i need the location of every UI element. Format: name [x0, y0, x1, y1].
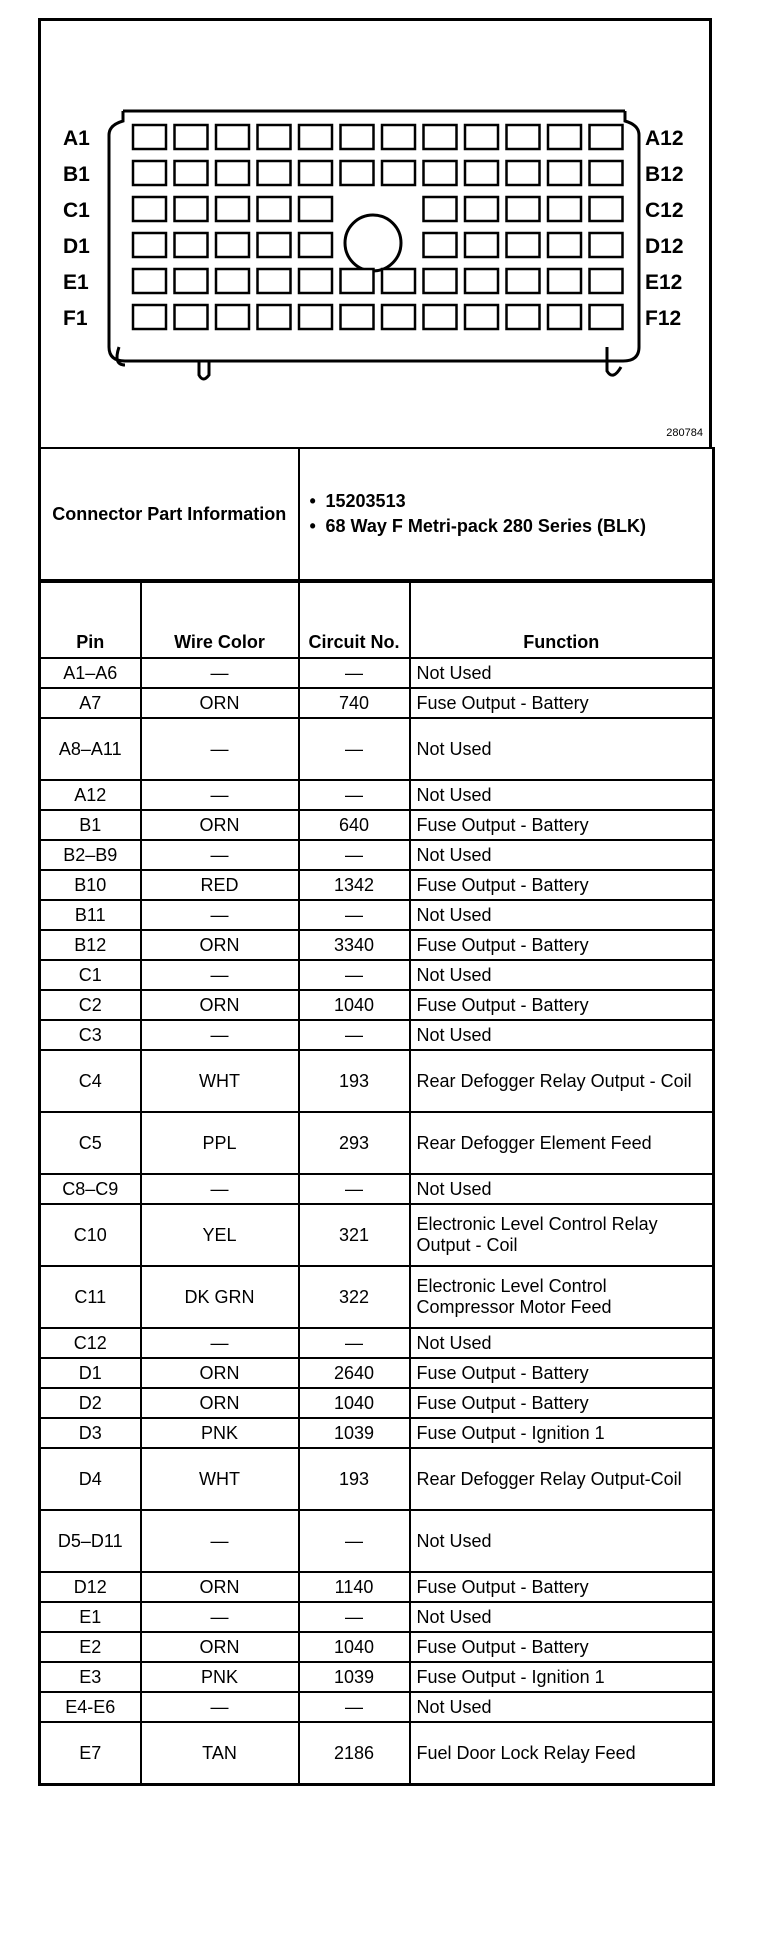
- terminal-cavity: [590, 269, 623, 293]
- terminal-cavity: [175, 305, 208, 329]
- terminal-cavity: [175, 197, 208, 221]
- terminal-cavity: [133, 197, 166, 221]
- terminal-cavity: [465, 233, 498, 257]
- cell-circuit-no: —: [299, 780, 410, 810]
- cell-wire-color: PPL: [141, 1112, 299, 1174]
- terminal-cavity: [216, 269, 249, 293]
- terminal-cavity: [258, 233, 291, 257]
- cell-function: Fuse Output - Ignition 1: [410, 1662, 714, 1692]
- terminal-cavity: [175, 161, 208, 185]
- terminal-cavity: [382, 125, 415, 149]
- terminal-cavity: [299, 233, 332, 257]
- cell-function: Not Used: [410, 780, 714, 810]
- terminal-cavity: [216, 197, 249, 221]
- terminal-cavity: [507, 269, 540, 293]
- part-info-label: Connector Part Information: [40, 448, 299, 580]
- cell-pin: E1: [40, 1602, 141, 1632]
- terminal-cavity: [424, 233, 457, 257]
- cell-wire-color: —: [141, 900, 299, 930]
- cell-wire-color: ORN: [141, 688, 299, 718]
- cell-function: Fuse Output - Battery: [410, 990, 714, 1020]
- terminal-cavity: [548, 269, 581, 293]
- terminal-cavity: [590, 125, 623, 149]
- header-wire-color: Wire Color: [141, 582, 299, 658]
- table-row: [40, 718, 714, 780]
- cell-pin: B2–B9: [40, 840, 141, 870]
- header-pin: Pin: [40, 582, 141, 658]
- table-row: [40, 960, 714, 990]
- table-row: [40, 840, 714, 870]
- row-start-labels: [63, 127, 90, 330]
- cell-wire-color: —: [141, 780, 299, 810]
- terminal-cavity: [175, 233, 208, 257]
- row-label-right: F12: [645, 307, 682, 330]
- cell-function: Fuse Output - Battery: [410, 1572, 714, 1602]
- terminal-cavity: [507, 233, 540, 257]
- cell-circuit-no: 740: [299, 688, 410, 718]
- cell-wire-color: YEL: [141, 1204, 299, 1266]
- part-info-values: [299, 448, 714, 580]
- terminal-cavity: [465, 197, 498, 221]
- cell-wire-color: ORN: [141, 810, 299, 840]
- cell-function: Fuse Output - Battery: [410, 688, 714, 718]
- cell-pin: D1: [40, 1358, 141, 1388]
- cell-circuit-no: 2640: [299, 1358, 410, 1388]
- cell-function: Not Used: [410, 1510, 714, 1572]
- terminal-cavity: [382, 269, 415, 293]
- row-label-left: B1: [63, 163, 90, 186]
- terminal-cavity: [548, 197, 581, 221]
- terminal-cavity: [590, 197, 623, 221]
- cell-pin: E2: [40, 1632, 141, 1662]
- table-row: [40, 1662, 714, 1692]
- row-end-labels: [645, 127, 684, 330]
- terminal-cavity: [424, 269, 457, 293]
- terminal-cavity: [590, 305, 623, 329]
- terminal-cavity: [133, 161, 166, 185]
- cell-circuit-no: 2186: [299, 1722, 410, 1785]
- table-row: [40, 1632, 714, 1662]
- terminal-cavity: [507, 305, 540, 329]
- terminal-cavity: [382, 161, 415, 185]
- table-row: [40, 1388, 714, 1418]
- terminal-cavity: [548, 305, 581, 329]
- cell-wire-color: ORN: [141, 1388, 299, 1418]
- cell-wire-color: —: [141, 960, 299, 990]
- pinout-header-row: [40, 582, 714, 658]
- terminal-cavity: [341, 269, 374, 293]
- terminal-cavity: [548, 233, 581, 257]
- cell-pin: C5: [40, 1112, 141, 1174]
- cell-circuit-no: 1140: [299, 1572, 410, 1602]
- table-row: [40, 1602, 714, 1632]
- row-label-right: D12: [645, 235, 684, 258]
- cell-pin: B12: [40, 930, 141, 960]
- cell-function: Not Used: [410, 960, 714, 990]
- cell-function: Fuse Output - Battery: [410, 1632, 714, 1662]
- cell-pin: C8–C9: [40, 1174, 141, 1204]
- terminal-cavity: [133, 125, 166, 149]
- cell-wire-color: —: [141, 1692, 299, 1722]
- cell-wire-color: PNK: [141, 1418, 299, 1448]
- cell-function: Fuse Output - Battery: [410, 1358, 714, 1388]
- terminal-cavity: [424, 125, 457, 149]
- cell-function: Not Used: [410, 840, 714, 870]
- table-row: [40, 1020, 714, 1050]
- cell-function: Fuse Output - Battery: [410, 870, 714, 900]
- cell-circuit-no: —: [299, 718, 410, 780]
- terminal-cavity: [341, 125, 374, 149]
- cell-pin: C12: [40, 1328, 141, 1358]
- connector-document: [38, 18, 712, 1786]
- cell-wire-color: WHT: [141, 1050, 299, 1112]
- cell-wire-color: —: [141, 1510, 299, 1572]
- header-function: Function: [410, 582, 714, 658]
- row-label-right: E12: [645, 271, 683, 294]
- table-row: [40, 930, 714, 960]
- cell-circuit-no: 321: [299, 1204, 410, 1266]
- terminal-cavity: [299, 161, 332, 185]
- part-number: • 15203513: [306, 491, 707, 512]
- cell-function: Not Used: [410, 900, 714, 930]
- terminal-cavity: [216, 305, 249, 329]
- terminal-cavity: [299, 197, 332, 221]
- cell-pin: D4: [40, 1448, 141, 1510]
- terminal-cavity: [341, 161, 374, 185]
- terminal-cavity: [424, 197, 457, 221]
- terminal-cavity: [548, 125, 581, 149]
- cell-wire-color: ORN: [141, 1358, 299, 1388]
- cell-function: Electronic Level Control Compressor Motor Feed: [410, 1266, 714, 1328]
- terminal-cavity: [590, 161, 623, 185]
- cell-pin: A1–A6: [40, 658, 141, 688]
- cell-circuit-no: —: [299, 1602, 410, 1632]
- row-label-left: A1: [63, 127, 90, 150]
- terminal-cavity: [424, 161, 457, 185]
- cell-wire-color: TAN: [141, 1722, 299, 1785]
- table-row: [40, 870, 714, 900]
- cell-pin: B1: [40, 810, 141, 840]
- terminal-cavity: [299, 125, 332, 149]
- cell-pin: D12: [40, 1572, 141, 1602]
- terminal-cavity: [133, 233, 166, 257]
- terminal-cavity: [341, 305, 374, 329]
- cell-pin: C3: [40, 1020, 141, 1050]
- terminal-cavity: [175, 269, 208, 293]
- cell-function: Not Used: [410, 718, 714, 780]
- cell-pin: D3: [40, 1418, 141, 1448]
- cell-circuit-no: 293: [299, 1112, 410, 1174]
- cell-circuit-no: 1040: [299, 1388, 410, 1418]
- cell-pin: E4-E6: [40, 1692, 141, 1722]
- cell-pin: A8–A11: [40, 718, 141, 780]
- cell-circuit-no: 1040: [299, 990, 410, 1020]
- cell-wire-color: ORN: [141, 1632, 299, 1662]
- cell-pin: B10: [40, 870, 141, 900]
- cell-function: Fuse Output - Ignition 1: [410, 1418, 714, 1448]
- cell-circuit-no: —: [299, 900, 410, 930]
- terminal-cavity: [258, 125, 291, 149]
- terminal-cavity: [424, 305, 457, 329]
- connector-type: • 68 Way F Metri-pack 280 Series (BLK): [306, 516, 707, 537]
- connector-center-key: [345, 215, 401, 271]
- row-label-left: E1: [63, 271, 89, 294]
- cell-wire-color: ORN: [141, 1572, 299, 1602]
- cell-pin: B11: [40, 900, 141, 930]
- cell-wire-color: —: [141, 840, 299, 870]
- table-row: [40, 1050, 714, 1112]
- cell-function: Not Used: [410, 1020, 714, 1050]
- cell-function: Electronic Level Control Relay Output - Coil: [410, 1204, 714, 1266]
- cell-wire-color: —: [141, 1174, 299, 1204]
- terminal-cavity: [299, 269, 332, 293]
- cell-wire-color: RED: [141, 870, 299, 900]
- row-label-right: B12: [645, 163, 684, 186]
- table-row: [40, 658, 714, 688]
- cell-circuit-no: 322: [299, 1266, 410, 1328]
- cell-function: Fuel Door Lock Relay Feed: [410, 1722, 714, 1785]
- pinout-rows: [40, 658, 714, 1785]
- cell-wire-color: PNK: [141, 1662, 299, 1692]
- figure-id: 280784: [666, 427, 703, 439]
- table-row: [40, 1692, 714, 1722]
- cell-circuit-no: —: [299, 960, 410, 990]
- cell-pin: D5–D11: [40, 1510, 141, 1572]
- terminal-cavity: [216, 161, 249, 185]
- row-label-right: A12: [645, 127, 684, 150]
- cell-wire-color: —: [141, 718, 299, 780]
- cell-circuit-no: —: [299, 840, 410, 870]
- terminal-cavity: [133, 269, 166, 293]
- row-label-left: C1: [63, 199, 90, 222]
- cell-pin: C11: [40, 1266, 141, 1328]
- cell-circuit-no: 3340: [299, 930, 410, 960]
- terminal-cavity: [465, 305, 498, 329]
- cell-circuit-no: —: [299, 1692, 410, 1722]
- table-row: [40, 780, 714, 810]
- terminal-cavity: [465, 161, 498, 185]
- terminal-cavity: [216, 233, 249, 257]
- connector-face-diagram: [41, 21, 709, 447]
- cell-wire-color: —: [141, 658, 299, 688]
- table-row: [40, 1448, 714, 1510]
- cell-pin: C2: [40, 990, 141, 1020]
- cell-pin: E3: [40, 1662, 141, 1692]
- table-row: [40, 1418, 714, 1448]
- table-row: [40, 990, 714, 1020]
- cell-wire-color: —: [141, 1328, 299, 1358]
- row-label-left: F1: [63, 307, 88, 330]
- table-row: [40, 1572, 714, 1602]
- cell-circuit-no: 193: [299, 1448, 410, 1510]
- cell-pin: A7: [40, 688, 141, 718]
- cell-wire-color: —: [141, 1020, 299, 1050]
- terminal-cavity: [465, 125, 498, 149]
- cell-circuit-no: —: [299, 1328, 410, 1358]
- cell-wire-color: DK GRN: [141, 1266, 299, 1328]
- cell-function: Rear Defogger Relay Output-Coil: [410, 1448, 714, 1510]
- cell-circuit-no: 193: [299, 1050, 410, 1112]
- table-row: [40, 688, 714, 718]
- terminal-cavity: [258, 161, 291, 185]
- cell-wire-color: WHT: [141, 1448, 299, 1510]
- table-row: [40, 1266, 714, 1328]
- table-row: [40, 900, 714, 930]
- table-row: [40, 1174, 714, 1204]
- terminal-cavity: [507, 125, 540, 149]
- cell-circuit-no: —: [299, 1510, 410, 1572]
- cell-circuit-no: —: [299, 1020, 410, 1050]
- connector-diagram-panel: [38, 18, 712, 447]
- table-row: [40, 1328, 714, 1358]
- cell-function: Not Used: [410, 1602, 714, 1632]
- cell-circuit-no: 1342: [299, 870, 410, 900]
- terminal-cavity: [258, 269, 291, 293]
- cell-circuit-no: 1040: [299, 1632, 410, 1662]
- row-label-right: C12: [645, 199, 684, 222]
- pinout-table: [38, 581, 715, 1786]
- connector-left-latch: [199, 361, 209, 379]
- table-row: [40, 1510, 714, 1572]
- terminal-cavity: [299, 305, 332, 329]
- cell-circuit-no: —: [299, 658, 410, 688]
- cell-circuit-no: 1039: [299, 1418, 410, 1448]
- cell-function: Not Used: [410, 1328, 714, 1358]
- header-circuit-no: Circuit No.: [299, 582, 410, 658]
- cell-pin: E7: [40, 1722, 141, 1785]
- table-row: [40, 1358, 714, 1388]
- cell-function: Fuse Output - Battery: [410, 810, 714, 840]
- cell-circuit-no: —: [299, 1174, 410, 1204]
- terminal-cavity: [258, 305, 291, 329]
- terminal-cavity: [216, 125, 249, 149]
- cell-circuit-no: 640: [299, 810, 410, 840]
- table-row: [40, 1112, 714, 1174]
- cell-wire-color: —: [141, 1602, 299, 1632]
- cell-function: Fuse Output - Battery: [410, 1388, 714, 1418]
- cell-pin: A12: [40, 780, 141, 810]
- cell-wire-color: ORN: [141, 990, 299, 1020]
- table-row: [40, 810, 714, 840]
- cell-pin: C1: [40, 960, 141, 990]
- terminal-cavity: [507, 161, 540, 185]
- cell-pin: C4: [40, 1050, 141, 1112]
- cell-function: Not Used: [410, 1174, 714, 1204]
- cell-function: Fuse Output - Battery: [410, 930, 714, 960]
- cell-function: Rear Defogger Relay Output - Coil: [410, 1050, 714, 1112]
- cell-pin: D2: [40, 1388, 141, 1418]
- terminal-cavity: [548, 161, 581, 185]
- terminal-cavity: [465, 269, 498, 293]
- terminal-cavity: [133, 305, 166, 329]
- row-label-left: D1: [63, 235, 90, 258]
- cell-circuit-no: 1039: [299, 1662, 410, 1692]
- cell-wire-color: ORN: [141, 930, 299, 960]
- table-row: [40, 1204, 714, 1266]
- terminal-cavity: [382, 305, 415, 329]
- cell-function: Not Used: [410, 1692, 714, 1722]
- cell-pin: C10: [40, 1204, 141, 1266]
- terminal-cavity: [590, 233, 623, 257]
- terminal-cavity: [507, 197, 540, 221]
- cell-function: Rear Defogger Element Feed: [410, 1112, 714, 1174]
- table-row: [40, 1722, 714, 1785]
- terminal-cavity: [258, 197, 291, 221]
- connector-part-info: [38, 447, 715, 581]
- terminal-cavity: [175, 125, 208, 149]
- cell-function: Not Used: [410, 658, 714, 688]
